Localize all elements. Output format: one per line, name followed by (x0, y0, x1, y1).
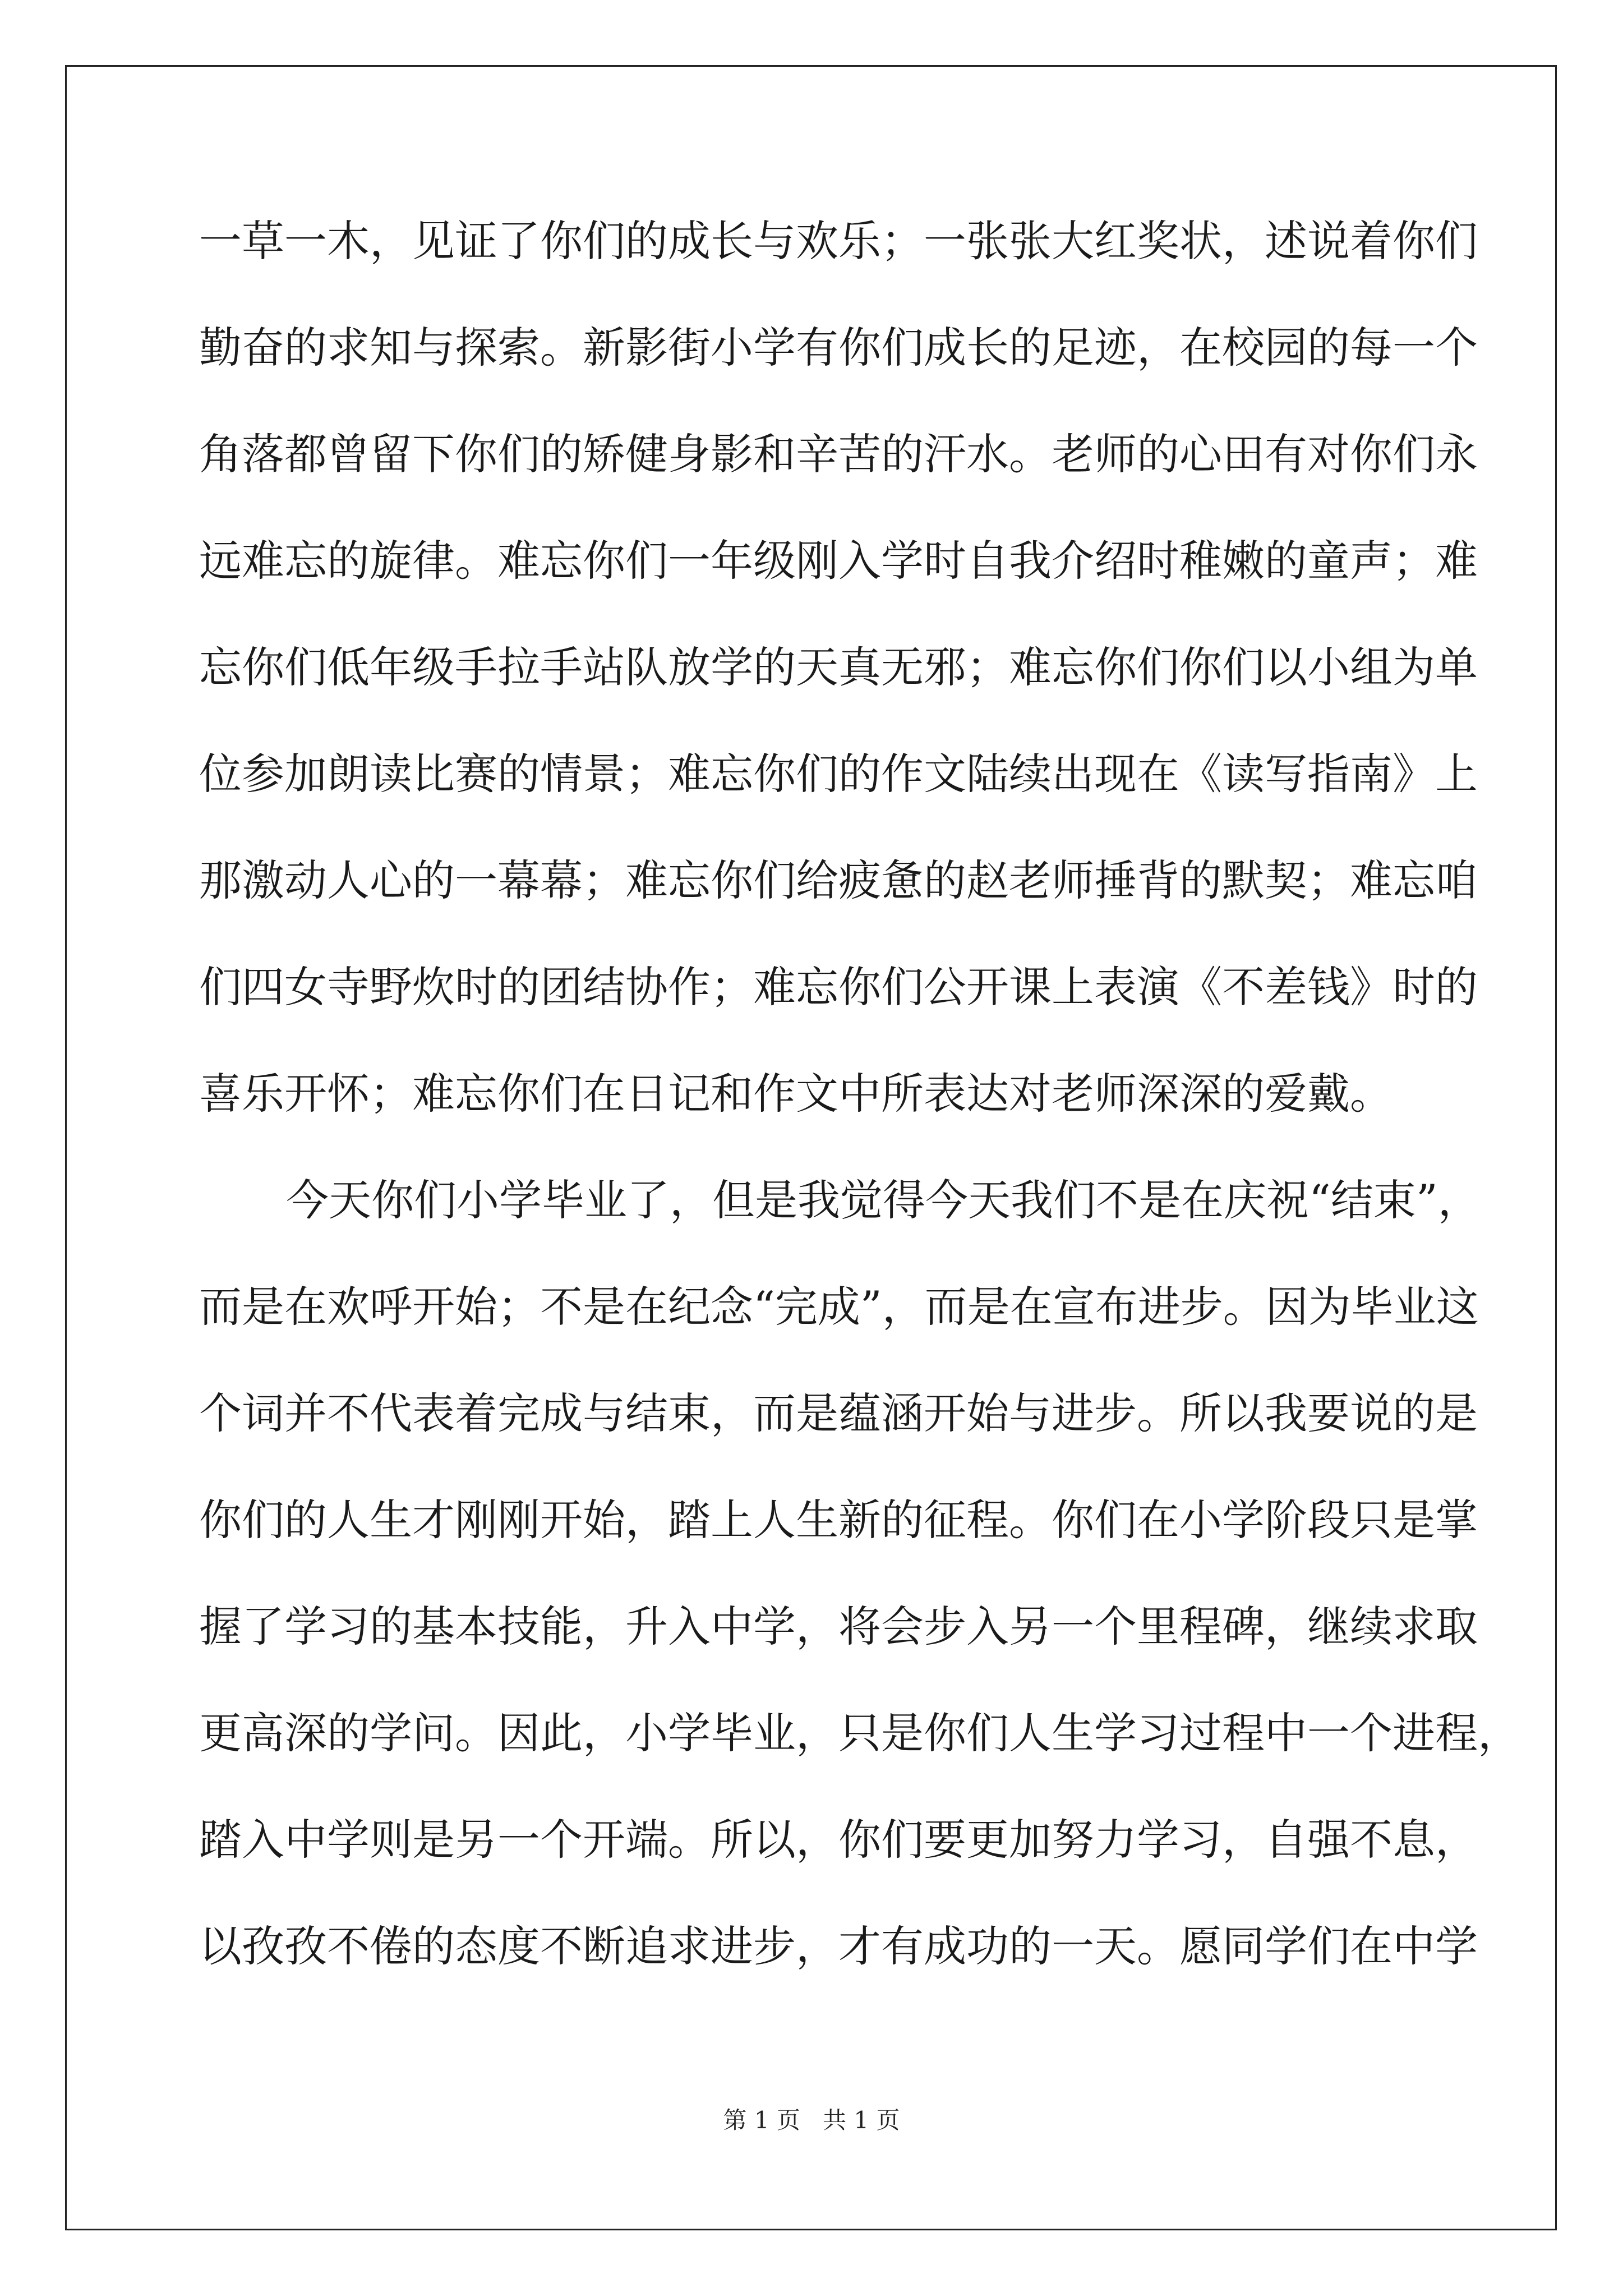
text-line: 远难忘的旋律。难忘你们一年级刚入学时自我介绍时稚嫩的童声；难 (199, 536, 1478, 586)
page-border (65, 65, 1557, 2230)
text-line: 们四女寺野炊时的团结协作；难忘你们公开课上表演《不差钱》时的 (199, 962, 1478, 1012)
text-line: 勤奋的求知与探索。新影街小学有你们成长的足迹，在校园的每一个 (199, 323, 1478, 372)
text-line: 你们的人生才刚刚开始，踏上人生新的征程。你们在小学阶段只是掌 (199, 1495, 1478, 1545)
page-number-footer: 第 1 页 共 1 页 (723, 2106, 900, 2134)
text-line: 而是在欢呼开始；不是在纪念“完成”，而是在宣布进步。因为毕业这 (199, 1282, 1479, 1332)
paragraph-first-line: 今天你们小学毕业了，但是我觉得今天我们不是在庆祝“结束”， (286, 1175, 1481, 1225)
text-line: 角落都曾留下你们的矫健身影和辛苦的汗水。老师的心田有对你们永 (199, 429, 1478, 479)
text-line: 握了学习的基本技能，升入中学，将会步入另一个里程碑，继续求取 (199, 1602, 1478, 1651)
text-line: 一草一木，见证了你们的成长与欢乐；一张张大红奖状，述说着你们 (199, 216, 1478, 266)
text-line: 忘你们低年级手拉手站队放学的天真无邪；难忘你们你们以小组为单 (199, 642, 1478, 692)
text-line: 那激动人心的一幕幕；难忘你们给疲惫的赵老师捶背的默契；难忘咱 (199, 855, 1478, 905)
text-line: 更高深的学问。因此，小学毕业，只是你们人生学习过程中一个进程， (199, 1708, 1520, 1758)
text-line: 喜乐开怀；难忘你们在日记和作文中所表达对老师深深的爱戴。 (199, 1069, 1393, 1119)
text-line: 踏入中学则是另一个开端。所以，你们要更加努力学习，自强不息， (199, 1815, 1478, 1865)
text-line: 位参加朗读比赛的情景；难忘你们的作文陆续出现在《读写指南》上 (199, 749, 1478, 799)
text-line: 个词并不代表着完成与结束，而是蕴涵开始与进步。所以我要说的是 (199, 1388, 1478, 1438)
text-line: 以孜孜不倦的态度不断追求进步，才有成功的一天。愿同学们在中学 (199, 1921, 1478, 1971)
